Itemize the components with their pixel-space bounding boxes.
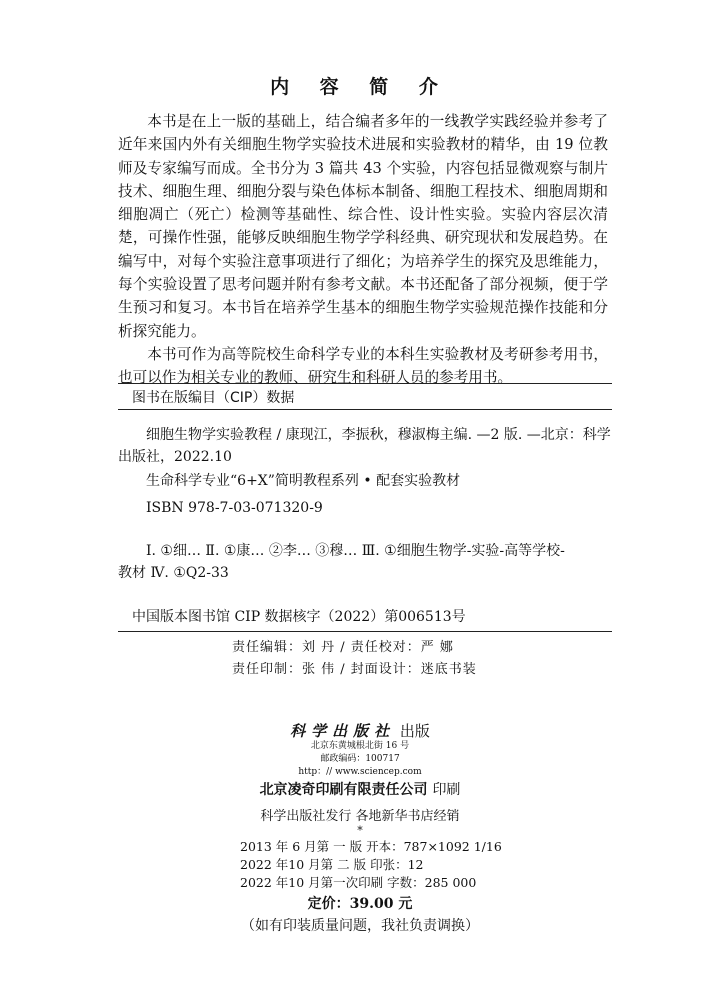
cip-class-line-2: 教材 Ⅳ. ①Q2-33 xyxy=(118,565,229,581)
publisher-logo: 科学出版社 xyxy=(290,722,396,740)
credits-production-line: 责任印制：张 伟 / 封面设计：迷底书装 xyxy=(232,662,477,677)
publisher-line xyxy=(0,720,720,741)
cip-series xyxy=(118,470,612,492)
cip-heading-rule xyxy=(118,409,612,410)
isbn-line: ISBN 978-7-03-071320-9 xyxy=(146,500,323,516)
publisher-url: http：// www.sciencep.com xyxy=(298,767,422,777)
price: 定价：39.00 元 xyxy=(307,896,413,912)
cip-number-line: 中国版本图书馆 CIP 数据核字（2022）第006513号 xyxy=(132,609,466,625)
cip-entry-line-2: 出版社，2022.10 xyxy=(118,449,232,465)
page-title: 内 容 简 介 xyxy=(270,76,450,98)
publisher-address: 北京东黄城根北街 16 号 xyxy=(310,741,410,751)
publisher-postcode: 邮政编码：100717 xyxy=(320,754,400,764)
summary-paragraph-1: 本书是在上一版的基础上，结合编者多年的一线教学实践经验并参考了近年来国内外有关细胞生物学实验技术进展和实验教材的精华，由 19 位教师及专家编写而成。全书分为 3 篇共 43 个实验，内容包括显微观察与制片技术、细胞生理、细胞分裂与染色体标本制备、细胞工程技术、细胞周期和细胞凋亡（死亡）检测等基础性、综合性、设计性实验。实验内容层次清楚，可操作性强，能够反映细胞生物学学科经典、研究现状和发展趋势。在编写中，对每个实验注意事项进行了细化；为培养学生的探究及思维能力，每个实验设置了思考问题并附有参考文献。本书还配备了部分视频，便于学生预习和复习。本书旨在培养学生基本的细胞生物学实验规范操作技能和分析探究能力。 xyxy=(118,113,608,340)
cip-series-line: 生命科学专业“6+X”简明教程系列 • 配套实验教材 xyxy=(146,473,461,489)
printer-name: 北京凌奇印刷有限责任公司 xyxy=(259,782,428,798)
cip-entry xyxy=(118,424,612,468)
publication-info xyxy=(240,838,502,892)
cip-classification xyxy=(118,540,612,584)
printer-line xyxy=(0,779,720,799)
pubinfo-first-edition: 2013 年 6 月第 一 版 开本：787×1092 1/16 xyxy=(240,839,502,854)
cip-entry-line-1: 细胞生物学实验教程 / 康现江，李振秋，穆淑梅主编. —2 版. —北京：科学 xyxy=(146,427,611,443)
summary-section xyxy=(118,110,608,390)
summary-paragraph-2: 本书可作为高等院校生命科学专业的本科生实验教材及考研参考用书，也可以作为相关专业的教师、研究生和科研人员的参考用书。 xyxy=(118,345,608,387)
quality-notice: （如有印装质量问题，我社负责调换） xyxy=(241,918,479,934)
pubinfo-second-edition: 2022 年10 月第 二 版 印张：12 xyxy=(240,857,424,872)
credits-editor-line: 责任编辑：刘 丹 / 责任校对：严 娜 xyxy=(232,640,454,655)
cip-heading: 图书在版编目（CIP）数据 xyxy=(132,390,295,406)
cip-class-line-1: Ⅰ. ①细… Ⅱ. ①康… ②李… ③穆… Ⅲ. ①细胞生物学-实验-高等学校- xyxy=(146,543,565,559)
printer-suffix: 印刷 xyxy=(432,782,461,798)
pubinfo-printing: 2022 年10 月第一次印刷 字数：285 000 xyxy=(240,875,477,890)
cip-isbn xyxy=(118,497,612,519)
distribution-line: 科学出版社发行 各地新华书店经销 xyxy=(260,809,460,824)
publisher-address-block xyxy=(0,740,720,779)
cip-number xyxy=(118,606,612,628)
separator-star: * xyxy=(357,824,363,837)
publisher-suffix: 出版 xyxy=(399,722,430,740)
cip-top-rule xyxy=(118,383,612,384)
cip-bottom-rule xyxy=(118,631,612,632)
